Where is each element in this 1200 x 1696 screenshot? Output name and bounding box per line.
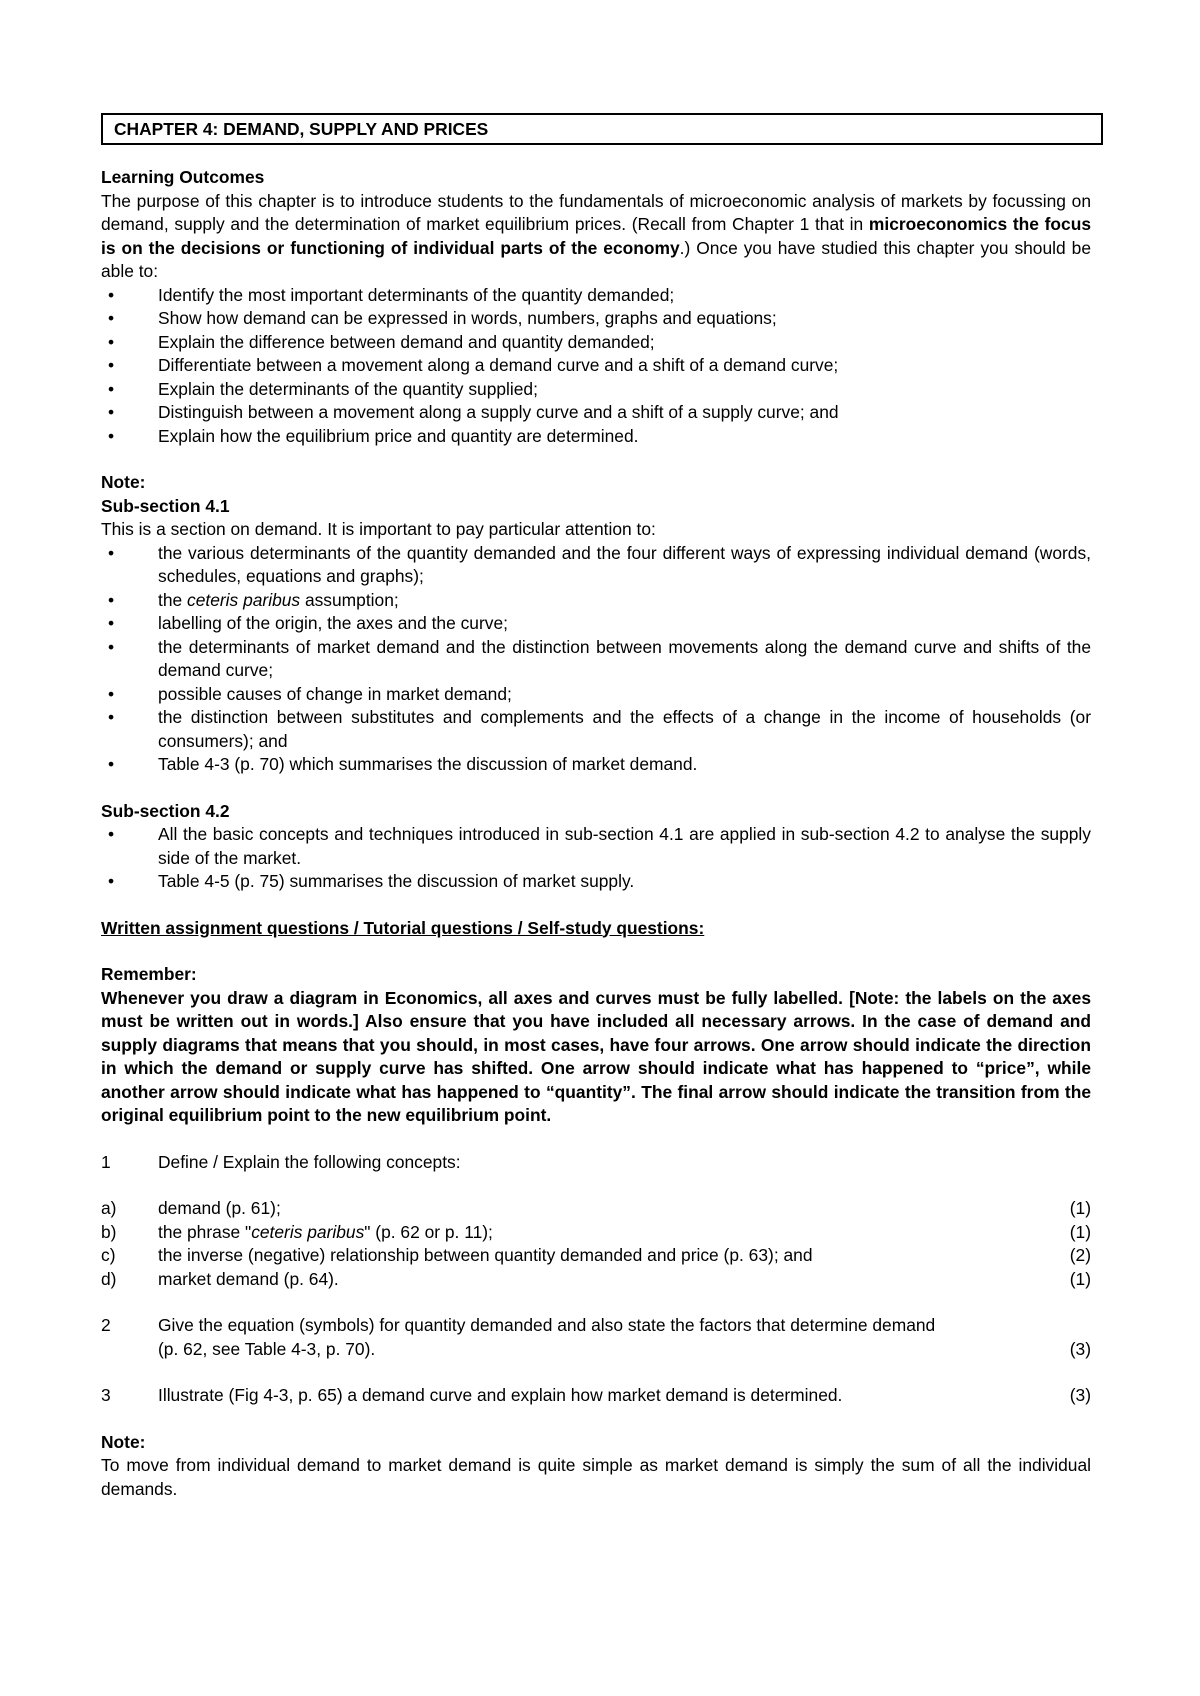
question-1a: a) demand (p. 61); (1) xyxy=(101,1197,1091,1221)
question-1 xyxy=(101,1151,1091,1175)
list-item: • labelling of the origin, the axes and the curve; xyxy=(101,612,1091,636)
list-item: • the distinction between substitutes and complements and the effects of a change in the income of households (or consumers); and xyxy=(101,706,1091,753)
question-2 xyxy=(101,1314,1091,1338)
list-item: • Explain how the equilibrium price and quantity are determined. xyxy=(101,425,1091,449)
list-item: • Explain the difference between demand and quantity demanded; xyxy=(101,331,1091,355)
bullet-icon: • xyxy=(107,355,115,375)
note-2-heading: Note: xyxy=(101,1431,146,1452)
question-1d: d) market demand (p. 64). (1) xyxy=(101,1268,1091,1292)
remember-heading: Remember: xyxy=(101,964,197,984)
bullet-icon: • xyxy=(107,331,115,352)
mark-allocation: (1) xyxy=(1069,1221,1091,1242)
bullet-icon: • xyxy=(107,824,115,844)
question-number: 1 xyxy=(101,1151,111,1172)
mark-allocation: (3) xyxy=(1069,1385,1091,1405)
subsection-4-2-list xyxy=(101,823,1091,894)
question-text: Illustrate (Fig 4-3, p. 65) a demand curve and explain how market demand is determined. xyxy=(158,1385,843,1405)
question-number: 2 xyxy=(101,1315,111,1335)
list-item: • the determinants of market demand and the distinction between movements along the demand curve and shifts of the demand curve; xyxy=(101,636,1091,683)
list-item: • Table 4-5 (p. 75) summarises the discussion of market supply. xyxy=(101,870,1091,894)
bullet-icon: • xyxy=(107,589,115,610)
mark-allocation: (1) xyxy=(1069,1268,1091,1289)
list-item: • All the basic concepts and techniques introduced in sub-section 4.1 are applied in sub-section 4.2 to analyse the supply side of the market. xyxy=(101,823,1091,870)
bullet-icon: • xyxy=(107,542,115,563)
question-text: Define / Explain the following concepts: xyxy=(158,1151,461,1172)
bullet-icon: • xyxy=(107,613,115,633)
list-item: • Identify the most important determinants of the quantity demanded; xyxy=(101,284,1091,308)
bullet-icon: • xyxy=(107,871,115,891)
note-2-text: To move from individual demand to market demand is quite simple as market demand is simply the sum of all the individual demands. xyxy=(101,1455,1091,1499)
question-1b: b) the phrase "ceteris paribus" (p. 62 or p. 11); (1) xyxy=(101,1221,1091,1245)
mark-allocation: (1) xyxy=(1069,1198,1091,1218)
mark-allocation: (2) xyxy=(1069,1245,1091,1265)
bullet-icon: • xyxy=(107,425,115,446)
question-text: Give the equation (symbols) for quantity demanded and also state the factors that determine demand xyxy=(158,1315,936,1335)
learning-outcomes-heading: Learning Outcomes xyxy=(101,167,265,187)
assignment-heading: Written assignment questions / Tutorial questions / Self-study questions: xyxy=(101,917,705,938)
bullet-icon: • xyxy=(107,707,115,727)
document-page xyxy=(101,113,1091,1501)
subsection-4-1-heading: Sub-section 4.1 xyxy=(101,495,230,516)
learning-outcomes-intro: The purpose of this chapter is to introduce students to the fundamentals of microeconomic analysis of markets by focussing on demand, supply and the determination of market equilibrium prices. (Recall from Chapter 1 that in microeconomics the focus is on the decisions or functioning of individual parts of the economy.) Once you have studied this chapter you should be able to: xyxy=(101,190,1091,281)
bullet-icon: • xyxy=(107,284,115,305)
bullet-icon: • xyxy=(107,683,115,704)
learning-outcomes-list xyxy=(101,284,1091,449)
list-item: • the various determinants of the quantity demanded and the four different ways of expressing individual demand (words, schedules, equations and graphs); xyxy=(101,542,1091,589)
subsection-4-2-heading: Sub-section 4.2 xyxy=(101,800,230,821)
list-item: • Distinguish between a movement along a supply curve and a shift of a supply curve; and xyxy=(101,401,1091,425)
list-item: • Show how demand can be expressed in words, numbers, graphs and equations; xyxy=(101,307,1091,331)
bullet-icon: • xyxy=(107,754,115,774)
list-item: • the ceteris paribus assumption; xyxy=(101,589,1091,613)
bullet-icon: • xyxy=(107,636,115,657)
list-item: • Explain the determinants of the quantity supplied; xyxy=(101,378,1091,402)
subsection-4-1-intro: This is a section on demand. It is important to pay particular attention to: xyxy=(101,519,656,539)
note-heading: Note: xyxy=(101,472,146,492)
mark-allocation: (3) xyxy=(1069,1338,1091,1359)
list-item: • possible causes of change in market demand; xyxy=(101,683,1091,707)
question-number: 3 xyxy=(101,1385,111,1405)
bullet-icon: • xyxy=(107,308,115,328)
question-1c: c) the inverse (negative) relationship between quantity demanded and price (p. 63); and (2) xyxy=(101,1244,1091,1268)
bullet-icon: • xyxy=(107,402,115,422)
chapter-title: CHAPTER 4: DEMAND, SUPPLY AND PRICES xyxy=(101,113,1103,145)
question-3 xyxy=(101,1384,1091,1408)
remember-text: Whenever you draw a diagram in Economics, all axes and curves must be fully labelled. [Note: the labels on the axes must be written out in words.] Also ensure that you have included all necessary arrows. In the case of demand and supply diagrams that means that you should, in most cases, have four arrows. One arrow should indicate the direction in which the demand or supply curve has shifted. One arrow should indicate what has happened to “price”, while another arrow should indicate what has happened to “quantity”. The final arrow should indicate the transition from the original equilibrium point to the new equilibrium point. xyxy=(101,987,1091,1125)
question-2-continued: (p. 62, see Table 4-3, p. 70). (3) xyxy=(101,1338,1091,1362)
bullet-icon: • xyxy=(107,378,115,399)
list-item: • Differentiate between a movement along a demand curve and a shift of a demand curve; xyxy=(101,354,1091,378)
subsection-4-1-list xyxy=(101,542,1091,777)
list-item: • Table 4-3 (p. 70) which summarises the discussion of market demand. xyxy=(101,753,1091,777)
